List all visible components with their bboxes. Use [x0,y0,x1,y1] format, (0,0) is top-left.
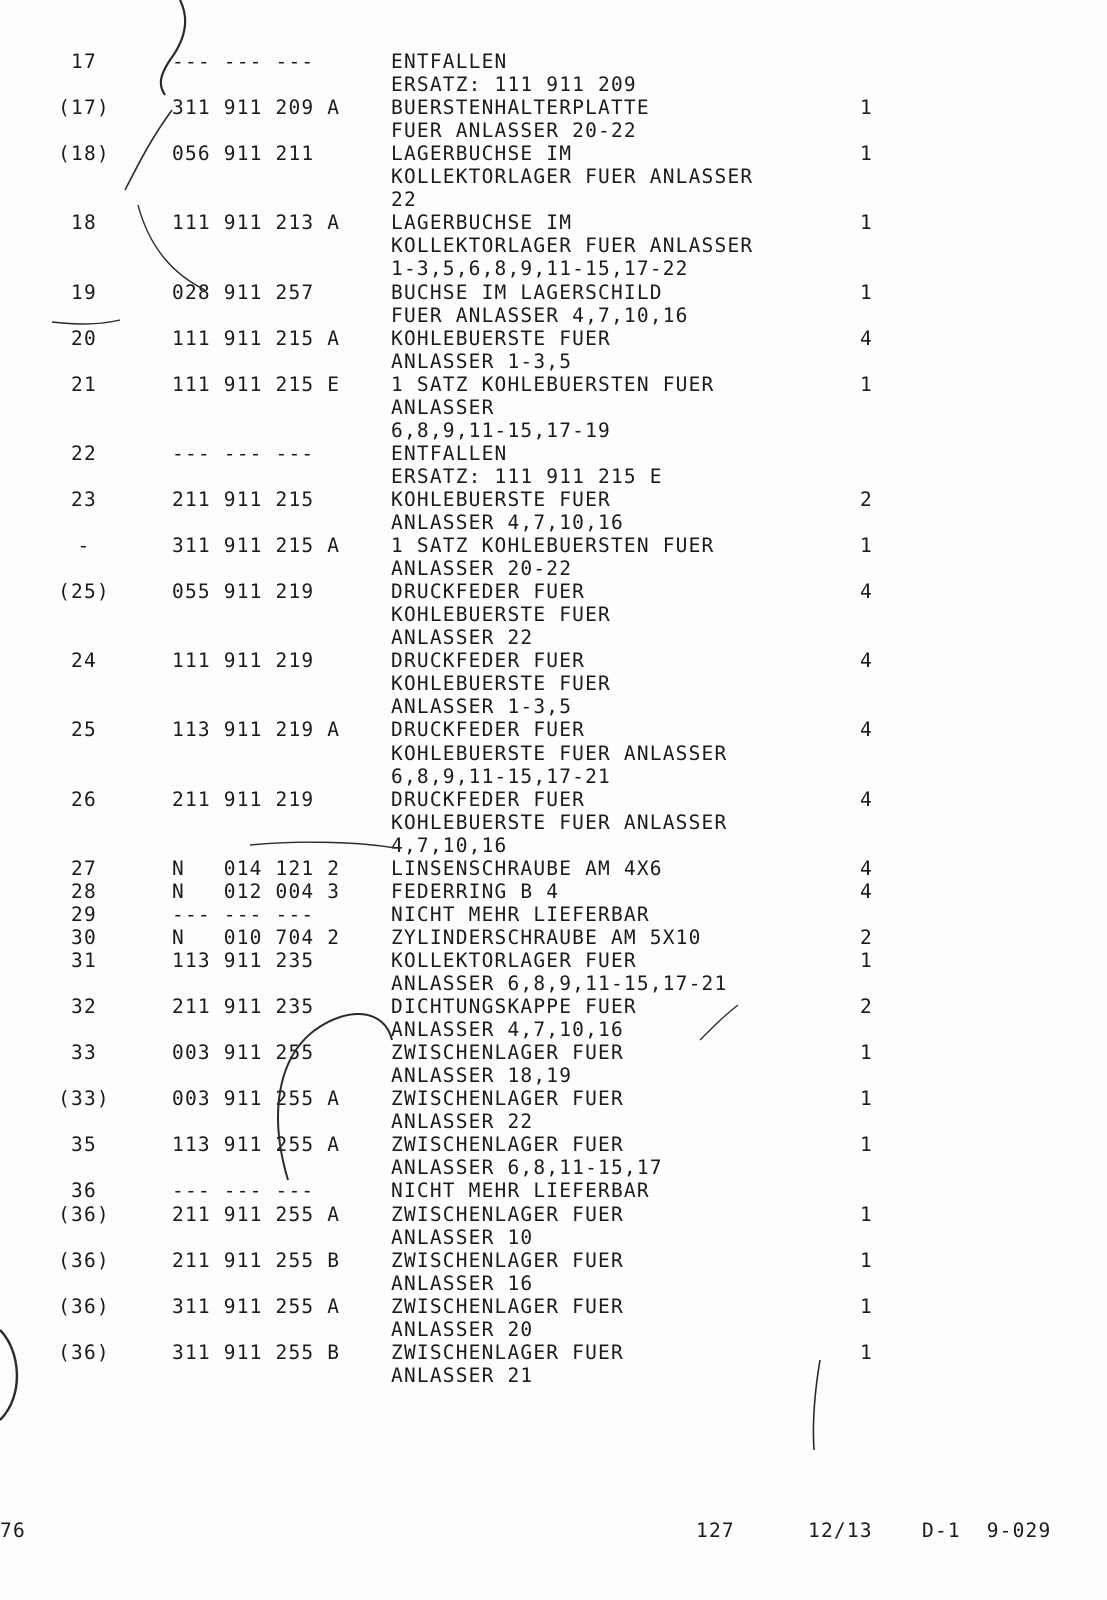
quantity: 1 [860,948,873,972]
part-description: ZWISCHENLAGER FUER [391,1133,624,1157]
parts-row [0,211,1107,234]
part-description: ZWISCHENLAGER FUER [391,1041,624,1065]
parts-row [0,419,1107,442]
position-number: 30 [71,925,97,949]
part-description: ZWISCHENLAGER FUER [391,1087,624,1111]
parts-row [0,580,1107,603]
part-number: 113 911 219 A [172,718,341,742]
part-number: 211 911 255 B [172,1248,341,1272]
parts-row [0,165,1107,188]
quantity: 4 [860,580,873,604]
part-description: ANLASSER 6,8,9,11-15,17-21 [391,972,728,995]
part-description: 6,8,9,11-15,17-19 [391,418,611,442]
part-number: 056 911 211 [172,142,315,166]
parts-row [0,142,1107,165]
part-description: NICHT MEHR LIEFERBAR [391,902,650,926]
position-number: 32 [71,995,97,1019]
parts-row [0,949,1107,972]
part-description: ZYLINDERSCHRAUBE AM 5X10 [391,925,702,949]
part-description: ZWISCHENLAGER FUER [391,1248,624,1272]
parts-row [0,1364,1107,1387]
part-description: KOLLEKTORLAGER FUER ANLASSER [391,234,754,258]
parts-row [0,880,1107,903]
quantity: 1 [860,1248,873,1272]
parts-row [0,1018,1107,1041]
position-number: 26 [71,787,97,811]
position-number: 22 [71,441,97,465]
position-number: 27 [71,856,97,880]
parts-row [0,811,1107,834]
part-description: ANLASSER 10 [391,1225,534,1249]
part-description: KOHLEBUERSTE FUER [391,603,611,627]
parts-row [0,1179,1107,1202]
parts-row [0,1295,1107,1318]
part-description: DICHTUNGSKAPPE FUER [391,995,637,1019]
position-number: 19 [71,280,97,304]
part-description: ZWISCHENLAGER FUER [391,1340,624,1364]
position-number: (25) [58,580,110,604]
parts-row [0,926,1107,949]
parts-row [0,788,1107,811]
quantity: 2 [860,995,873,1019]
part-number: 111 911 213 A [172,211,341,235]
part-number: 311 911 255 A [172,1294,341,1318]
part-description: ZWISCHENLAGER FUER [391,1294,624,1318]
part-number: 113 911 235 [172,948,315,972]
part-number: --- --- --- [172,50,315,73]
quantity: 2 [860,487,873,511]
quantity: 1 [860,211,873,235]
quantity: 4 [860,326,873,350]
part-description: BUCHSE IM LAGERSCHILD [391,280,663,304]
position-number: 24 [71,649,97,673]
part-description: ANLASSER 16 [391,1271,534,1295]
quantity: 1 [860,1340,873,1364]
quantity: 1 [860,96,873,120]
part-description: ERSATZ: 111 911 209 [391,73,637,97]
footer-date: 12/13 [808,1519,873,1542]
part-number: N 010 704 2 [172,925,341,949]
part-description: NICHT MEHR LIEFERBAR [391,1179,650,1203]
parts-row [0,188,1107,211]
position-number: 21 [71,372,97,396]
part-description: KOHLEBUERSTE FUER [391,326,611,350]
parts-row [0,972,1107,995]
part-number: 003 911 255 [172,1041,315,1065]
part-description: ANLASSER 4,7,10,16 [391,1018,624,1042]
parts-row [0,672,1107,695]
part-number: 111 911 215 E [172,372,341,396]
part-description: KOLLEKTORLAGER FUER [391,948,637,972]
part-description: 4,7,10,16 [391,833,508,857]
position-number: (17) [58,96,110,120]
parts-row [0,442,1107,465]
part-description: 1 SATZ KOHLEBUERSTEN FUER [391,372,715,396]
parts-row [0,511,1107,534]
part-description: ANLASSER 22 [391,1110,534,1134]
part-number: 211 911 235 [172,995,315,1019]
part-description: ZWISCHENLAGER FUER [391,1202,624,1226]
parts-row [0,96,1107,119]
part-description: KOHLEBUERSTE FUER ANLASSER [391,741,728,765]
parts-row [0,1341,1107,1364]
part-description: FEDERRING B 4 [391,879,560,903]
part-number: 055 911 219 [172,580,315,604]
parts-row [0,488,1107,511]
quantity: 1 [860,372,873,396]
part-description: LINSENSCHRAUBE AM 4X6 [391,856,663,880]
parts-row [0,742,1107,765]
part-description: FUER ANLASSER 4,7,10,16 [391,303,689,327]
position-number: 25 [71,718,97,742]
quantity: 2 [860,925,873,949]
part-description: FUER ANLASSER 20-22 [391,119,637,143]
parts-row [0,626,1107,649]
parts-row [0,834,1107,857]
part-description: LAGERBUCHSE IM [391,211,573,235]
part-description: ENTFALLEN [391,441,508,465]
parts-row [0,534,1107,557]
parts-row [0,903,1107,926]
parts-row [0,1318,1107,1341]
position-number: (18) [58,142,110,166]
parts-row [0,234,1107,257]
part-description: ANLASSER 18,19 [391,1064,573,1088]
part-description: 1 SATZ KOHLEBUERSTEN FUER [391,534,715,558]
part-description: ENTFALLEN [391,50,508,73]
parts-row [0,373,1107,396]
position-number: (36) [58,1248,110,1272]
parts-row [0,327,1107,350]
quantity: 4 [860,787,873,811]
part-description: DRUCKFEDER FUER [391,787,586,811]
part-description: KOHLEBUERSTE FUER [391,672,611,696]
parts-row [0,396,1107,419]
parts-row [0,695,1107,718]
parts-row [0,73,1107,96]
part-number: 111 911 219 [172,649,315,673]
part-number: 311 911 255 B [172,1340,341,1364]
part-description: KOHLEBUERSTE FUER [391,487,611,511]
position-number: 20 [71,326,97,350]
parts-row [0,603,1107,626]
position-number: 33 [71,1041,97,1065]
position-number: 28 [71,879,97,903]
part-description: ANLASSER 1-3,5 [391,695,573,719]
parts-row [0,765,1107,788]
quantity: 4 [860,718,873,742]
part-number: --- --- --- [172,441,315,465]
parts-row [0,995,1107,1018]
part-number: 211 911 255 A [172,1202,341,1226]
part-description: LAGERBUCHSE IM [391,142,573,166]
parts-row [0,465,1107,488]
quantity: 1 [860,1294,873,1318]
parts-row [0,304,1107,327]
position-number: 36 [71,1179,97,1203]
part-description: ERSATZ: 111 911 215 E [391,464,663,488]
parts-row [0,1041,1107,1064]
part-number: N 014 121 2 [172,856,341,880]
part-description: BUERSTENHALTERPLATTE [391,96,650,120]
part-description: 1-3,5,6,8,9,11-15,17-22 [391,257,689,281]
part-number: 028 911 257 [172,280,315,304]
parts-row [0,119,1107,142]
part-number: 311 911 215 A [172,534,341,558]
position-number: 29 [71,902,97,926]
part-number: --- --- --- [172,902,315,926]
part-description: KOHLEBUERSTE FUER ANLASSER [391,810,728,834]
quantity: 4 [860,649,873,673]
part-description: ANLASSER 20 [391,1317,534,1341]
position-number: - [77,534,91,558]
part-description: 22 [391,188,417,212]
quantity: 1 [860,1041,873,1065]
part-description: ANLASSER 21 [391,1363,534,1387]
quantity: 4 [860,856,873,880]
part-number: 003 911 255 A [172,1087,341,1111]
parts-row [0,1249,1107,1272]
position-number: (36) [58,1294,110,1318]
part-description: ANLASSER 22 [391,626,534,650]
parts-row [0,1133,1107,1156]
parts-row [0,1064,1107,1087]
parts-row [0,350,1107,373]
quantity: 1 [860,1202,873,1226]
part-number: 111 911 215 A [172,326,341,350]
part-description: ANLASSER 20-22 [391,557,573,581]
quantity: 1 [860,1087,873,1111]
part-number: 211 911 219 [172,787,315,811]
part-description: 6,8,9,11-15,17-21 [391,764,611,788]
footer-page-number: 127 [696,1519,735,1542]
parts-row [0,1110,1107,1133]
quantity: 1 [860,1133,873,1157]
quantity: 1 [860,142,873,166]
position-number: 23 [71,487,97,511]
position-number: (36) [58,1340,110,1364]
page-footer [0,1519,1107,1543]
part-description: DRUCKFEDER FUER [391,580,586,604]
position-number: (33) [58,1087,110,1111]
parts-row [0,50,1107,73]
position-number: 35 [71,1133,97,1157]
parts-row [0,1087,1107,1110]
part-number: 311 911 209 A [172,96,341,120]
parts-row [0,649,1107,672]
position-number: (36) [58,1202,110,1226]
position-number: 31 [71,948,97,972]
part-description: DRUCKFEDER FUER [391,649,586,673]
quantity: 1 [860,280,873,304]
parts-row [0,1272,1107,1295]
part-number: --- --- --- [172,1179,315,1203]
part-description: ANLASSER 6,8,11-15,17 [391,1156,663,1180]
parts-row [0,1156,1107,1179]
parts-row [0,1226,1107,1249]
quantity: 4 [860,879,873,903]
parts-row [0,718,1107,741]
footer-document-code: D-1 9-029 [922,1519,1052,1542]
part-description: ANLASSER 1-3,5 [391,349,573,373]
part-description: ANLASSER 4,7,10,16 [391,511,624,534]
parts-row [0,257,1107,280]
part-number: 211 911 215 [172,487,315,511]
part-description: DRUCKFEDER FUER [391,718,586,742]
part-number: 113 911 255 A [172,1133,341,1157]
position-number: 18 [71,211,97,235]
part-number: N 012 004 3 [172,879,341,903]
parts-row [0,281,1107,304]
parts-row [0,1203,1107,1226]
parts-row [0,857,1107,880]
parts-row [0,557,1107,580]
part-description: KOLLEKTORLAGER FUER ANLASSER [391,165,754,189]
part-description: ANLASSER [391,395,495,419]
footer-left-number: 76 [0,1519,26,1542]
position-number: 17 [71,50,97,73]
quantity: 1 [860,534,873,558]
